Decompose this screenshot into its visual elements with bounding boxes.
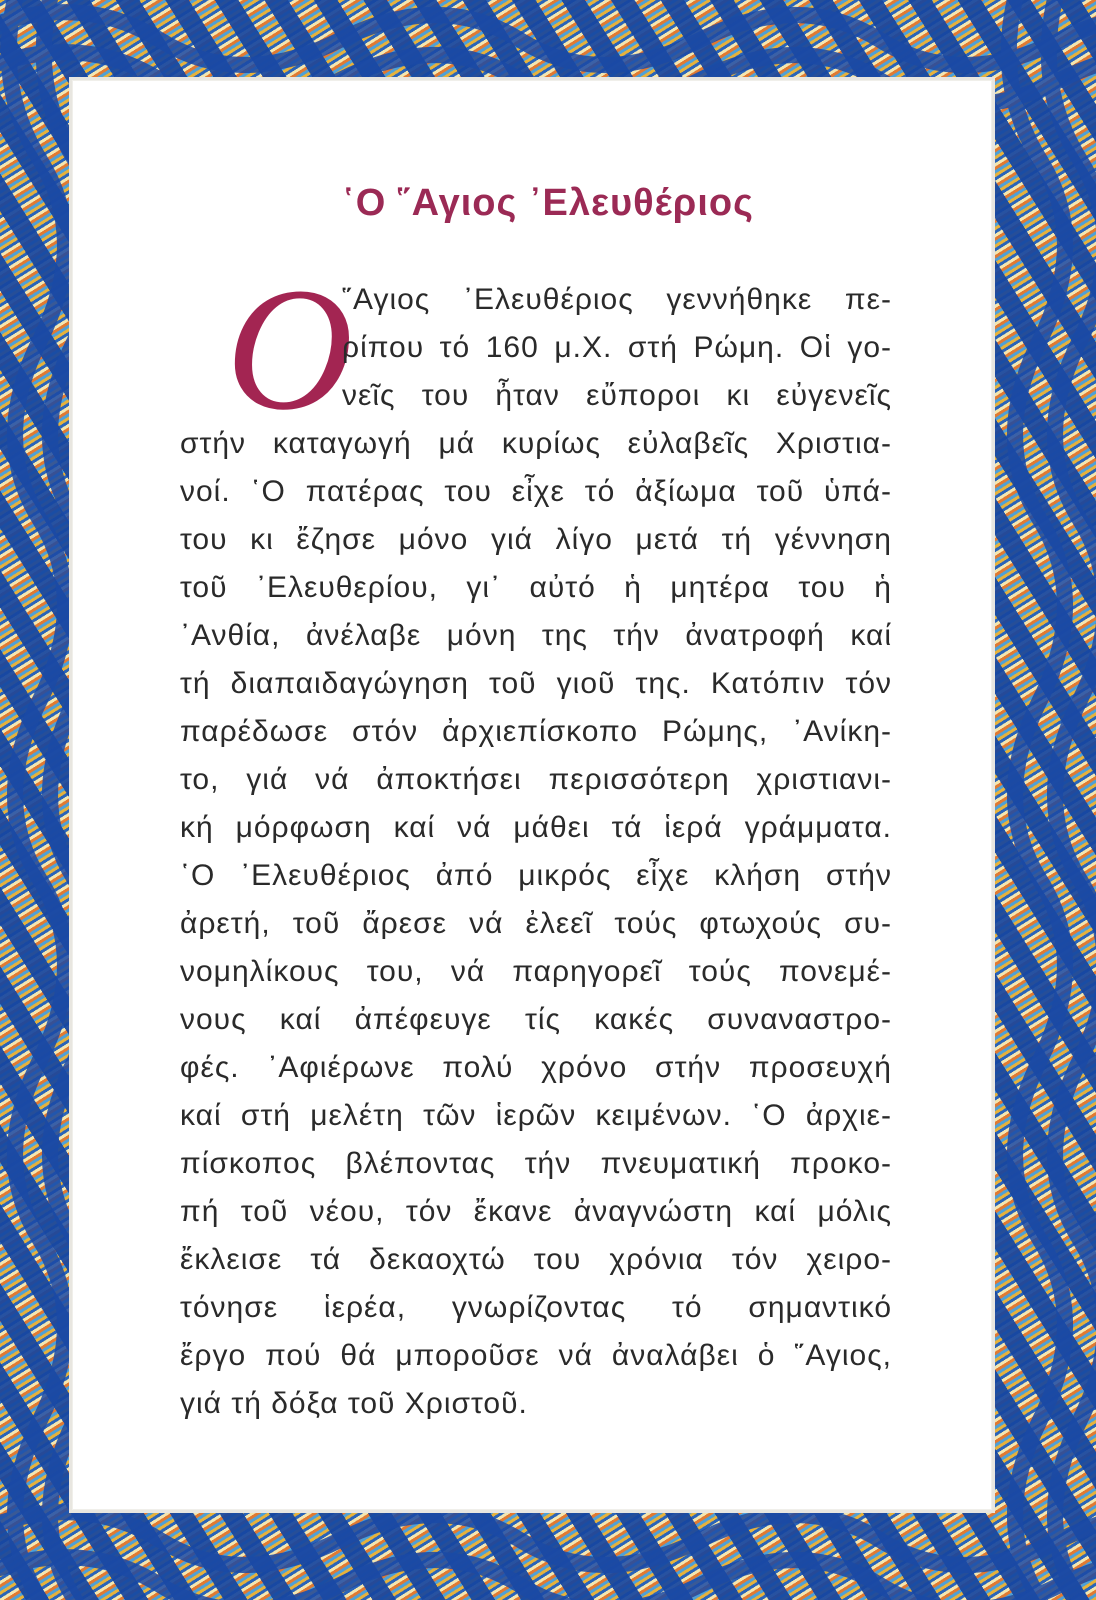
- page-title: ῾Ο ῞Αγιος ᾿Ελευθέριος: [342, 182, 754, 224]
- text-line: ρίπου τό 160 μ.Χ. στή Ρώμη. Οἱ γο-: [342, 331, 892, 364]
- text-line: φές. ᾿Αφιέρωνε πολύ χρόνο στήν προσευχή: [180, 1051, 892, 1084]
- text-line: νομηλίκους του, νά παρηγορεῖ τούς πονεμέ-: [180, 955, 892, 988]
- drop-cap: O: [226, 252, 354, 447]
- text-line: στήν καταγωγή μά κυρίως εὐλαβεῖς Χριστια-: [180, 427, 892, 460]
- text-line: το, γιά νά ἀποκτήσει περισσότερη χριστιανι-: [180, 763, 892, 796]
- text-line: ᾿Ανθία, ἀνέλαβε μόνη της τήν ἀνατροφή καί: [180, 619, 892, 652]
- text-line: καί στή μελέτη τῶν ἱερῶν κειμένων. ῾Ο ἀρχιε-: [180, 1099, 892, 1132]
- body-text: [180, 276, 892, 1428]
- text-line: τόνησε ἱερέα, γνωρίζοντας τό σημαντικό: [180, 1291, 892, 1324]
- text-line: γιά τή δόξα τοῦ Χριστοῦ.: [180, 1387, 528, 1420]
- text-line: ἔκλεισε τά δεκαοχτώ του χρόνια τόν χειρο-: [180, 1243, 892, 1276]
- text-line: τοῦ ᾿Ελευθερίου, γι᾿ αὐτό ἡ μητέρα του ἡ: [180, 571, 892, 604]
- text-line: παρέδωσε στόν ἀρχιεπίσκοπο Ρώμης, ᾿Ανίκη-: [180, 715, 892, 748]
- text-line: τή διαπαιδαγώγηση τοῦ γιοῦ της. Κατόπιν τόν: [180, 667, 892, 700]
- text-line: νους καί ἀπέφευγε τίς κακές συναναστρο-: [180, 1003, 892, 1036]
- text-line: ῾Ο ᾿Ελευθέριος ἀπό μικρός εἶχε κλήση στήν: [180, 859, 892, 892]
- text-line: του κι ἔζησε μόνο γιά λίγο μετά τή γέννηση: [180, 523, 892, 556]
- text-line: νεῖς του ἦταν εὔποροι κι εὐγενεῖς: [342, 379, 892, 412]
- text-line: πίσκοπος βλέποντας τήν πνευματική προκο-: [180, 1147, 892, 1180]
- text-line: ἔργο πού θά μποροῦσε νά ἀναλάβει ὁ ῞Αγιος,: [180, 1339, 892, 1372]
- text-line: πή τοῦ νέου, τόν ἔκανε ἀναγνώστη καί μόλις: [180, 1195, 892, 1228]
- text-line: νοί. ῾Ο πατέρας του εἶχε τό ἀξίωμα τοῦ ὑπά-: [180, 475, 892, 508]
- text-line: ῞Αγιος ᾿Ελευθέριος γεννήθηκε πε-: [342, 283, 892, 316]
- text-line: κή μόρφωση καί νά μάθει τά ἱερά γράμματα.: [180, 811, 892, 844]
- text-line: ἀρετή, τοῦ ἄρεσε νά ἐλεεῖ τούς φτωχούς συ-: [180, 907, 892, 940]
